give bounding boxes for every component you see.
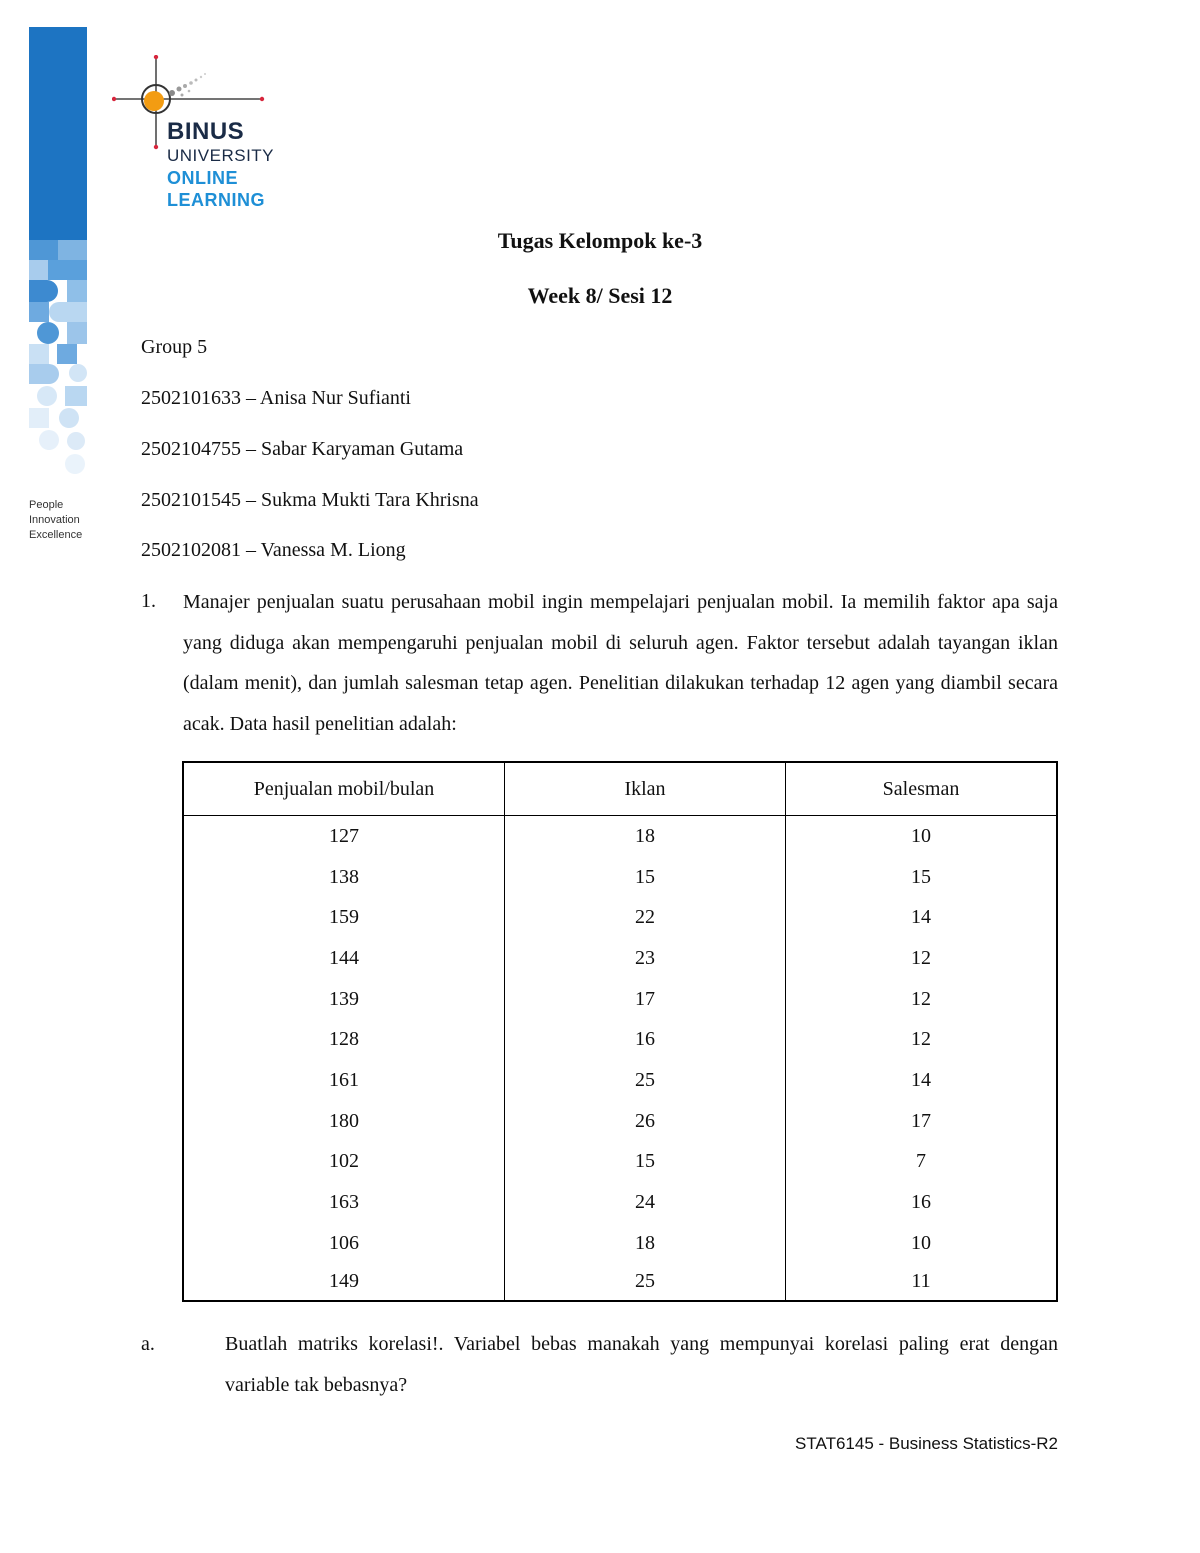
table-row (183, 1223, 1057, 1264)
subquestion-text: Buatlah matriks korelasi!. Variabel bebas manakah yang mempunyai korelasi paling erat dengan variable tak bebasnya? (225, 1333, 1058, 1396)
course-footer: STAT6145 - Business Statistics-R2 (795, 1434, 1058, 1453)
table-cell: 7 (786, 1142, 1058, 1183)
table-cell: 127 (183, 816, 505, 857)
table-cell: 10 (786, 1223, 1058, 1264)
table-cell: 138 (183, 857, 505, 898)
table-row (183, 1019, 1057, 1060)
document-subtitle: Week 8/ Sesi 12 (527, 283, 673, 308)
table-row (183, 1060, 1057, 1101)
table-cell: 16 (786, 1182, 1058, 1223)
table-cell: 102 (183, 1142, 505, 1183)
table-cell: 14 (786, 1060, 1058, 1101)
logo-binus: BINUS (167, 118, 245, 145)
header-iklan: Iklan (505, 762, 786, 816)
table-row (183, 1182, 1057, 1223)
table-header-row (183, 762, 1057, 816)
subquestion-label: a. (141, 1333, 155, 1355)
logo-learning: LEARNING (167, 190, 265, 210)
table-cell: 17 (786, 1101, 1058, 1142)
header-salesman: Salesman (786, 762, 1058, 816)
tagline (29, 498, 82, 543)
decorative-blue-strip (29, 27, 87, 240)
table-cell: 24 (505, 1182, 786, 1223)
table-cell: 17 (505, 979, 786, 1020)
table-cell: 23 (505, 938, 786, 979)
table-cell: 25 (505, 1060, 786, 1101)
table-row (183, 1142, 1057, 1183)
table-cell: 12 (786, 979, 1058, 1020)
header-penjualan: Penjualan mobil/bulan (183, 762, 505, 816)
table-cell: 139 (183, 979, 505, 1020)
table-cell: 128 (183, 1019, 505, 1060)
member-3: 2502101545 – Sukma Mukti Tara Khrisna (141, 489, 479, 511)
logo-university: UNIVERSITY (167, 146, 275, 165)
member-1: 2502101633 – Anisa Nur Sufianti (141, 387, 411, 409)
table-cell: 180 (183, 1101, 505, 1142)
table-cell: 15 (505, 1142, 786, 1183)
member-2: 2502104755 – Sabar Karyaman Gutama (141, 438, 464, 460)
table-row (183, 897, 1057, 938)
tagline-innovation: Innovation (29, 514, 80, 526)
document-title: Tugas Kelompok ke-3 (497, 228, 703, 253)
table-row (183, 1264, 1057, 1301)
table-cell: 161 (183, 1060, 505, 1101)
table-cell: 144 (183, 938, 505, 979)
group-label: Group 5 (141, 336, 208, 358)
data-table (182, 761, 1058, 1302)
table-row (183, 1101, 1057, 1142)
table-cell: 26 (505, 1101, 786, 1142)
table-cell: 15 (505, 857, 786, 898)
table-cell: 25 (505, 1264, 786, 1301)
tagline-excellence: Excellence (29, 529, 83, 541)
logo-wordmark (167, 118, 274, 211)
logo-online: ONLINE (167, 168, 239, 188)
member-4: 2502102081 – Vanessa M. Liong (141, 539, 406, 561)
table-row (183, 979, 1057, 1020)
table-cell: 14 (786, 897, 1058, 938)
table-cell: 11 (786, 1264, 1058, 1301)
table-row (183, 816, 1057, 857)
tagline-people: People (29, 499, 64, 511)
decorative-mosaic (29, 240, 87, 475)
table-cell: 12 (786, 1019, 1058, 1060)
question-text: Manajer penjualan suatu perusahaan mobil ingin mempelajari penjualan mobil. Ia memilih faktor apa saja yang diduga akan mempengaruhi penjualan mobil di seluruh agen. Faktor tersebut adalah tayangan iklan (dalam menit), dan jumlah salesman tetap agen. Penelitian dilakukan terhadap 12 agen yang diambil secara acak. Data hasil penelitian adalah: (183, 591, 1058, 735)
table-row (183, 938, 1057, 979)
table-cell: 149 (183, 1264, 505, 1301)
table-cell: 106 (183, 1223, 505, 1264)
table-row (183, 857, 1057, 898)
table-cell: 10 (786, 816, 1058, 857)
table-cell: 18 (505, 816, 786, 857)
table-cell: 15 (786, 857, 1058, 898)
question-number: 1. (141, 590, 156, 612)
table-cell: 16 (505, 1019, 786, 1060)
table-cell: 159 (183, 897, 505, 938)
table-cell: 163 (183, 1182, 505, 1223)
table-cell: 18 (505, 1223, 786, 1264)
table-cell: 12 (786, 938, 1058, 979)
table-cell: 22 (505, 897, 786, 938)
